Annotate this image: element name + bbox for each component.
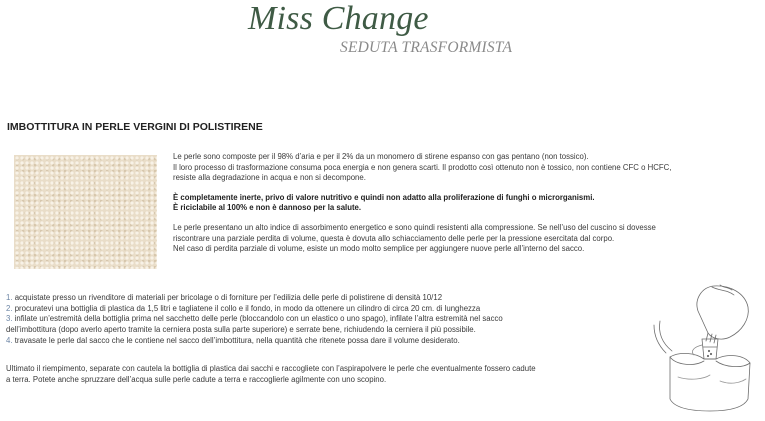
bead-dot [710,353,711,354]
text-line: È riciclabile al 100% e non è dannoso per la salute. [173,203,362,213]
step-text: acquistate presso un rivenditore di materiali per bricolage o di forniture per l’edilizia delle perle di polistirene di densità 10/12 [14,293,443,302]
list-item [6,314,646,335]
step-number: 2. [6,303,13,313]
text-line: Le perle sono composte per il 98% d’aria e per il 2% da un monomero di stirene espanso con gas pentano (non tossico). [173,152,589,161]
polystyrene-beads-image [14,155,157,269]
text-line: a terra. Potete anche spruzzare dell’acqua sulle perle cadute a terra e raccoglierle agilmente con uno scopino. [6,374,387,384]
text-line: resiste alla degradazione in acqua e non si decompone. [173,173,366,183]
bead-dot [708,350,709,351]
cushion-opening [670,357,750,367]
bead-dot [707,355,708,356]
closing-paragraph [6,364,646,385]
page-title: Miss Change [248,0,429,37]
step-text: dell’imbottitura (dopo averlo aperto tramite la cerniera posta sulla parte superiore) e serrate bene, richiudendo la cerniera il più possibile. [6,325,476,335]
step-text: infilate un’estremità della bottiglia prima nel sacchetto delle perle (bloccandolo con un elastico o uno spago), infilate l’altra estremità nel sacco [14,314,503,324]
step-number: 4. [6,335,13,345]
step-number: 3. [6,314,13,324]
list-item [6,304,646,315]
step-text: travasate le perle dal sacco che le contiene nel sacco dell’imbottitura, nella quantità che ritenete possa dare il volume desiderato. [14,335,460,345]
string-tie [692,345,702,355]
text-line: È completamente inerte, privo di valore nutritivo e quindi non adatto alla proliferazione di funghi o microrganismi. [173,192,595,202]
bead-bag-outline [697,286,748,339]
text-line: Le perle presentano un alto indice di assorbimento energetico e sono quindi resistenti alla compressione. Se nell’uso del cuscino si dovesse [173,222,656,232]
step-number: 1. [6,293,13,302]
cushion-fold [678,375,746,383]
page-subtitle: SEDUTA TRASFORMISTA [340,39,513,56]
refill-steps-list [6,293,646,347]
refill-illustration [650,281,758,415]
left-hand-outline [654,321,672,353]
description-text [173,152,758,255]
step-text: procuratevi una bottiglia di plastica da 1,5 litri e tagliatene il collo e il fondo, in modo da ottenere un cilindro di circa 20 cm. di lunghezza [14,303,481,313]
list-item [6,336,646,347]
description-paragraph-3 [173,223,758,255]
text-line: riscontrare una parziale perdita di volume, questa è dovuta allo schiacciamento delle perle per la pressione esercitata dal corpo. [173,233,615,243]
section-heading: IMBOTTITURA IN PERLE VERGINI DI POLISTIRENE [7,121,263,133]
list-item [6,293,646,304]
text-line: Nel caso di perdita parziale di volume, esiste un modo molto semplice per aggiungere nuove perle all’interno del sacco. [173,244,585,254]
description-bold-lines [173,193,758,214]
hand-outline [712,285,734,295]
description-paragraph-1 [173,152,758,184]
text-line: Ultimato il riempimento, separate con cautela la bottiglia di plastica dai sacchi e raccogliete con l’aspirapolvere le perle che eventualmente fossero cadute [6,364,536,373]
text-line: Il loro processo di trasformazione consuma poca energia e non genera scarti. Il prodotto così ottenuto non è tossico, non contiene CFC o HCFC, [173,162,672,172]
